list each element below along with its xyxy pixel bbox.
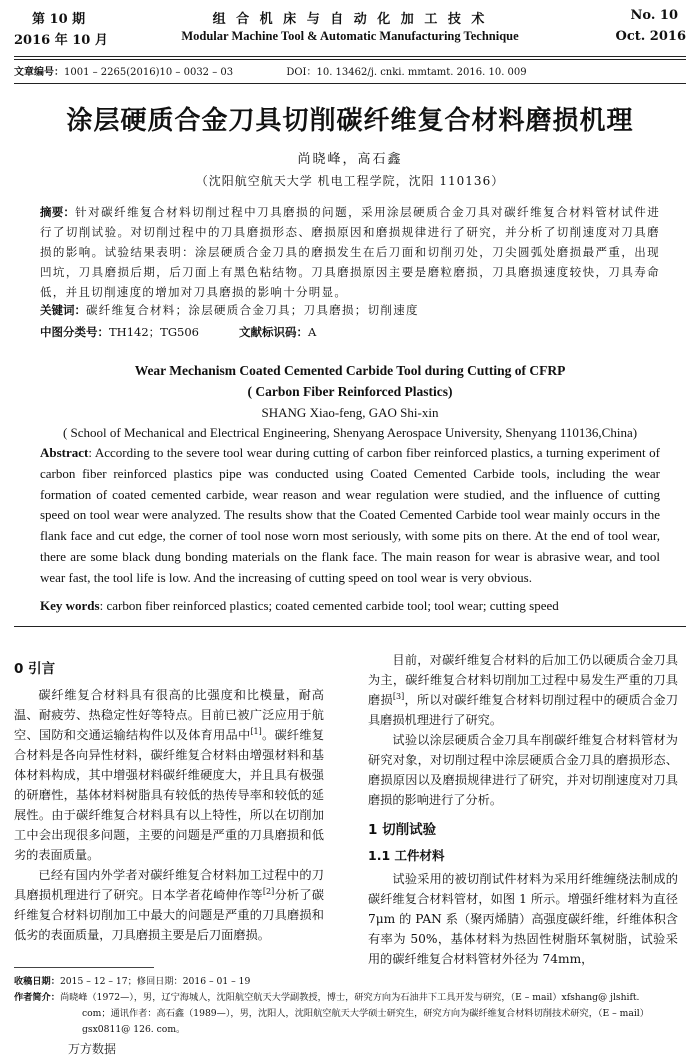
footnote	[14, 974, 686, 1038]
affiliation-en: ( School of Mechanical and Electrical Engineering, Shenyang Aerospace University, Shenyang 110136,China)	[62, 425, 638, 440]
paragraph-intro-2: 已经有国内外学者对碳纤维复合材料加工过程中的刀具磨损机理进行了研究。日本学者花崎伸作等[2]分析了碳纤维复合材料切削加工中最大的问题是严重的刀具磨损和低劣的表面质量，刀具磨损主要是后刀面磨损。	[14, 868, 325, 942]
paragraph-intro-3: 目前，对碳纤维复合材料的后加工仍以硬质合金刀具为主，碳纤维复合材料切削加工过程中易发生严重的刀具磨损[3]，所以对碳纤维复合材料切削过程中的硬质合金刀具磨损机理进行了研究。	[368, 653, 679, 727]
abstract-en-label: Abstract	[40, 445, 89, 460]
footnote-rule	[14, 967, 154, 968]
keywords-en	[40, 598, 660, 614]
bio-label: 作者简介：	[14, 992, 60, 1003]
keywords-cn	[40, 302, 660, 318]
keywords-cn-text: 碳纤维复合材料；涂层硬质合金刀具；刀具磨损；切削速度	[86, 303, 419, 317]
bio-line-2: com；通讯作者：高石鑫（1989—），男，沈阳人，沈阳航空航天大学硕士研究生，研究方向为碳纤维复合材料切削技术研究，（E – mail）	[82, 1008, 649, 1019]
abstract-end-rule	[14, 626, 686, 627]
journal-name-en: Modular Machine Tool & Automatic Manufacturing Technique	[181, 29, 519, 43]
affiliation-cn: （沈阳航空航天大学 机电工程学院，沈阳 110136）	[195, 174, 505, 188]
journal-name-cn: 组 合 机 床 与 自 动 化 加 工 技 术	[212, 12, 488, 27]
header-rule-thin	[14, 59, 686, 60]
issue-cn: 第 10 期	[32, 12, 86, 27]
watermark: 万方数据	[68, 1042, 117, 1056]
abstract-en	[40, 443, 660, 589]
meta-rule	[14, 83, 686, 84]
section-1-1-heading: 1.1 工件材料	[368, 848, 445, 863]
doc-code-value: A	[307, 325, 317, 339]
header-rule-thick	[14, 56, 686, 57]
authors-en: SHANG Xiao-feng, GAO Shi-xin	[261, 405, 439, 420]
doc-code-label: 文献标识码：	[238, 325, 308, 339]
abstract-cn	[40, 202, 660, 302]
clc-label: 中图分类号：	[40, 325, 109, 339]
keywords-en-text: : carbon fiber reinforced plastics; coated cemented carbide tool; tool wear; cutting speed	[99, 598, 559, 613]
section-0-heading: 0 引言	[14, 661, 56, 677]
section-1-heading: 1 切削试验	[368, 822, 437, 838]
abstract-cn-label: 摘要：	[40, 205, 76, 219]
citation-1: [1]	[250, 726, 262, 736]
paragraph-intro-4: 试验以涂层硬质合金刀具车削碳纤维复合材料管材为研究对象，对切削过程中涂层硬质合金刀具的磨损形态、磨损原因以及磨损规律进行了研究，并对切削速度对刀具磨损的影响进行了分析。	[368, 733, 678, 807]
article-number: 1001 – 2265(2016)10 – 0032 – 03	[64, 67, 234, 78]
doi: DOI：10. 13462/j. cnki. mmtamt. 2016. 10. 009	[286, 67, 527, 78]
date-en: Oct. 2016	[615, 29, 686, 44]
issue-en: No. 10	[630, 8, 678, 23]
paragraph-intro-1: 碳纤维复合材料具有很高的比强度和比模量，耐高温、耐疲劳、热稳定性好等特点。目前已被广泛应用于航空、国防和交通运输结构件以及体育用品中[1]。碳纤维复合材料是各向异性材料，碳纤维复合材料由增强材料和基体材料构成，其中增强材料碳纤维硬度大，并且具有极强的研磨性，基体材料树脂具有较低的热传导率和较低的延展性。由于碳纤维复合材料具有以上特性，所以在切削加工中会出现很多问题，主要的问题是严重的刀具磨损和低劣的表面质量。	[14, 688, 325, 862]
classification	[40, 324, 316, 340]
clc-value: TH142；TG506	[109, 325, 199, 339]
abstract-cn-text: 针对碳纤维复合材料切削过程中刀具磨损的问题，采用涂层硬质合金刀具对碳纤维复合材料管材试件进行了切削试验。对切削过程中的刀具磨损形态、磨损原因和磨损规律进行了研究，并分析了切削速度对刀具磨损的影响。试验结果表明：涂层硬质合金刀具的磨损发生在后刀面和切削刃处，刀尖圆弧处磨损最严重，出现凹坑，刀具磨损后期，后刀面上有黑色粘结物。刀具磨损原因主要是磨粒磨损，刀具磨损速度较快，刀具寿命低，并且切削速度的增加对刀具磨损的影响十分明显。	[40, 205, 660, 299]
article-number-label: 文章编号：	[14, 67, 64, 78]
keywords-en-label: Key words	[40, 598, 100, 613]
bio-line-3: gsx0811@ 126. com。	[82, 1024, 186, 1035]
article-meta	[14, 63, 527, 78]
paper-subtitle-en: ( Carbon Fiber Reinforced Plastics)	[247, 384, 453, 399]
paper-title-cn: 涂层硬质合金刀具切削碳纤维复合材料磨损机理	[66, 106, 634, 136]
received-dates: 2015 – 12 – 17；修回日期：2016 – 01 – 19	[59, 976, 251, 987]
paper-title-en: Wear Mechanism Coated Cemented Carbide Tool during Cutting of CFRP	[134, 363, 566, 378]
keywords-cn-label: 关键词：	[40, 303, 86, 317]
left-column	[14, 659, 324, 945]
citation-3: [3]	[392, 691, 405, 701]
received-label: 收稿日期：	[14, 976, 60, 987]
date-cn: 2016 年 10 月	[14, 33, 108, 48]
paragraph-material: 试验采用的被切削试件材料为采用纤维缠绕法制成的碳纤维复合材料管材，如图 1 所示。增强纤维材料为直径 7μm 的 PAN 系（聚丙烯腈）高强度碳纤维，纤维体积含有率为 50%，基体材料为热固性树脂环氧树脂，试验采用的碳纤维复合材料管材外径为 74mm，	[368, 872, 678, 966]
right-column	[368, 650, 678, 969]
authors-cn: 尚晓峰，高石鑫	[297, 152, 403, 167]
citation-2: [2]	[262, 886, 275, 896]
abstract-en-text: : According to the severe tool wear during cutting of carbon fiber reinforced plastics, a turning experiment of carbon fiber reinforced plastics pipe was conducted using Coated Cemented Carbide tools, including the wear formation of coated cemented carbide, wear reason and wear regulation were studied, and the influence of cutting speed on tool wear were analyzed. The results show that the Coated Cemented Carbide tool wear mainly occurs in the flank face and cut edge, the corner of tool nose worn most seriously, with some pits on there. At the end of tool wear, there are some black dung bonding materials on the flank face. The main reason for wear is abrasive wear, and tool wear fast, the tool life is low. And the increasing of cutting speed on tool wear is very obvious.	[40, 445, 660, 585]
running-header	[14, 4, 686, 56]
bio-line-1: 尚晓峰（1972—），男，辽宁海城人，沈阳航空航天大学副教授，博士，研究方向为石油井下工具开发与研究，（E – mail）xfshang@ jlshift.	[59, 992, 640, 1003]
